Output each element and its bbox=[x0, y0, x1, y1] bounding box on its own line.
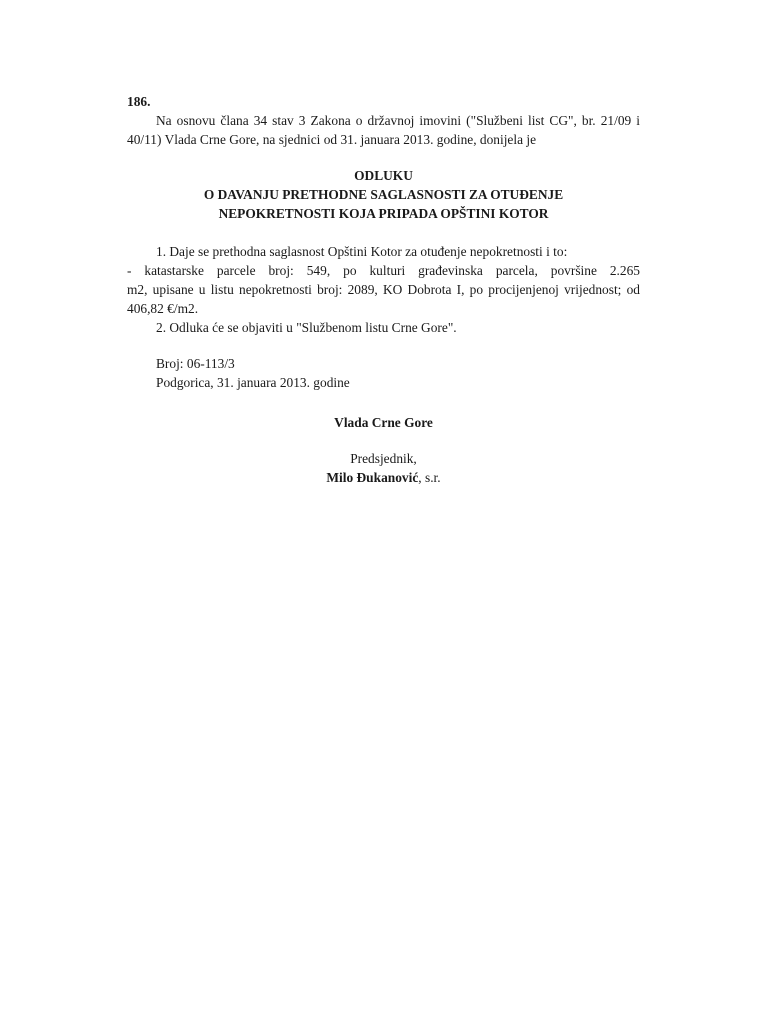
title-line-2: O DAVANJU PRETHODNE SAGLASNOSTI ZA OTUĐENJE bbox=[203, 187, 564, 202]
item-1-detail-first-line: - katastarske parcele broj: 549, po kulturi građevinska parcela, površine 2.265 bbox=[127, 263, 640, 278]
item-2: 2. Odluka će se objaviti u "Službenom listu Crne Gore". bbox=[156, 320, 457, 335]
reference-place-date: Podgorica, 31. januara 2013. godine bbox=[156, 375, 350, 390]
title-line-1: ODLUKU bbox=[354, 168, 413, 183]
signing-authority: Vlada Crne Gore bbox=[334, 415, 433, 430]
reference-number: Broj: 06-113/3 bbox=[156, 356, 235, 371]
signatory-name: Milo Đukanović bbox=[326, 470, 419, 485]
signature-block bbox=[127, 413, 640, 487]
preamble-paragraph: Na osnovu člana 34 stav 3 Zakona o državnoj imovini ("Službeni list CG", br. 21/09 i 40/11) Vlada Crne Gore, na sjednici od 31. januara 2013. godine, donijela je bbox=[127, 113, 640, 147]
signatory-role: Predsjednik, bbox=[350, 451, 417, 466]
document-number: 186. bbox=[127, 94, 151, 109]
signatory-suffix: , s.r. bbox=[418, 470, 441, 485]
title-line-3: NEPOKRETNOSTI KOJA PRIPADA OPŠTINI KOTOR bbox=[218, 206, 549, 221]
item-1-detail-rest: m2, upisane u listu nepokretnosti broj: 2089, KO Dobrota I, po procijenjenoj vrijednost; od 406,82 €/m2. bbox=[127, 282, 640, 316]
decision-items bbox=[127, 242, 640, 337]
signatory-line bbox=[127, 468, 640, 487]
item-1: 1. Daje se prethodna saglasnost Opštini Kotor za otuđenje nepokretnosti i to: bbox=[156, 244, 568, 259]
reference-block bbox=[127, 354, 640, 392]
document-page bbox=[127, 92, 640, 487]
decision-title bbox=[127, 166, 640, 223]
